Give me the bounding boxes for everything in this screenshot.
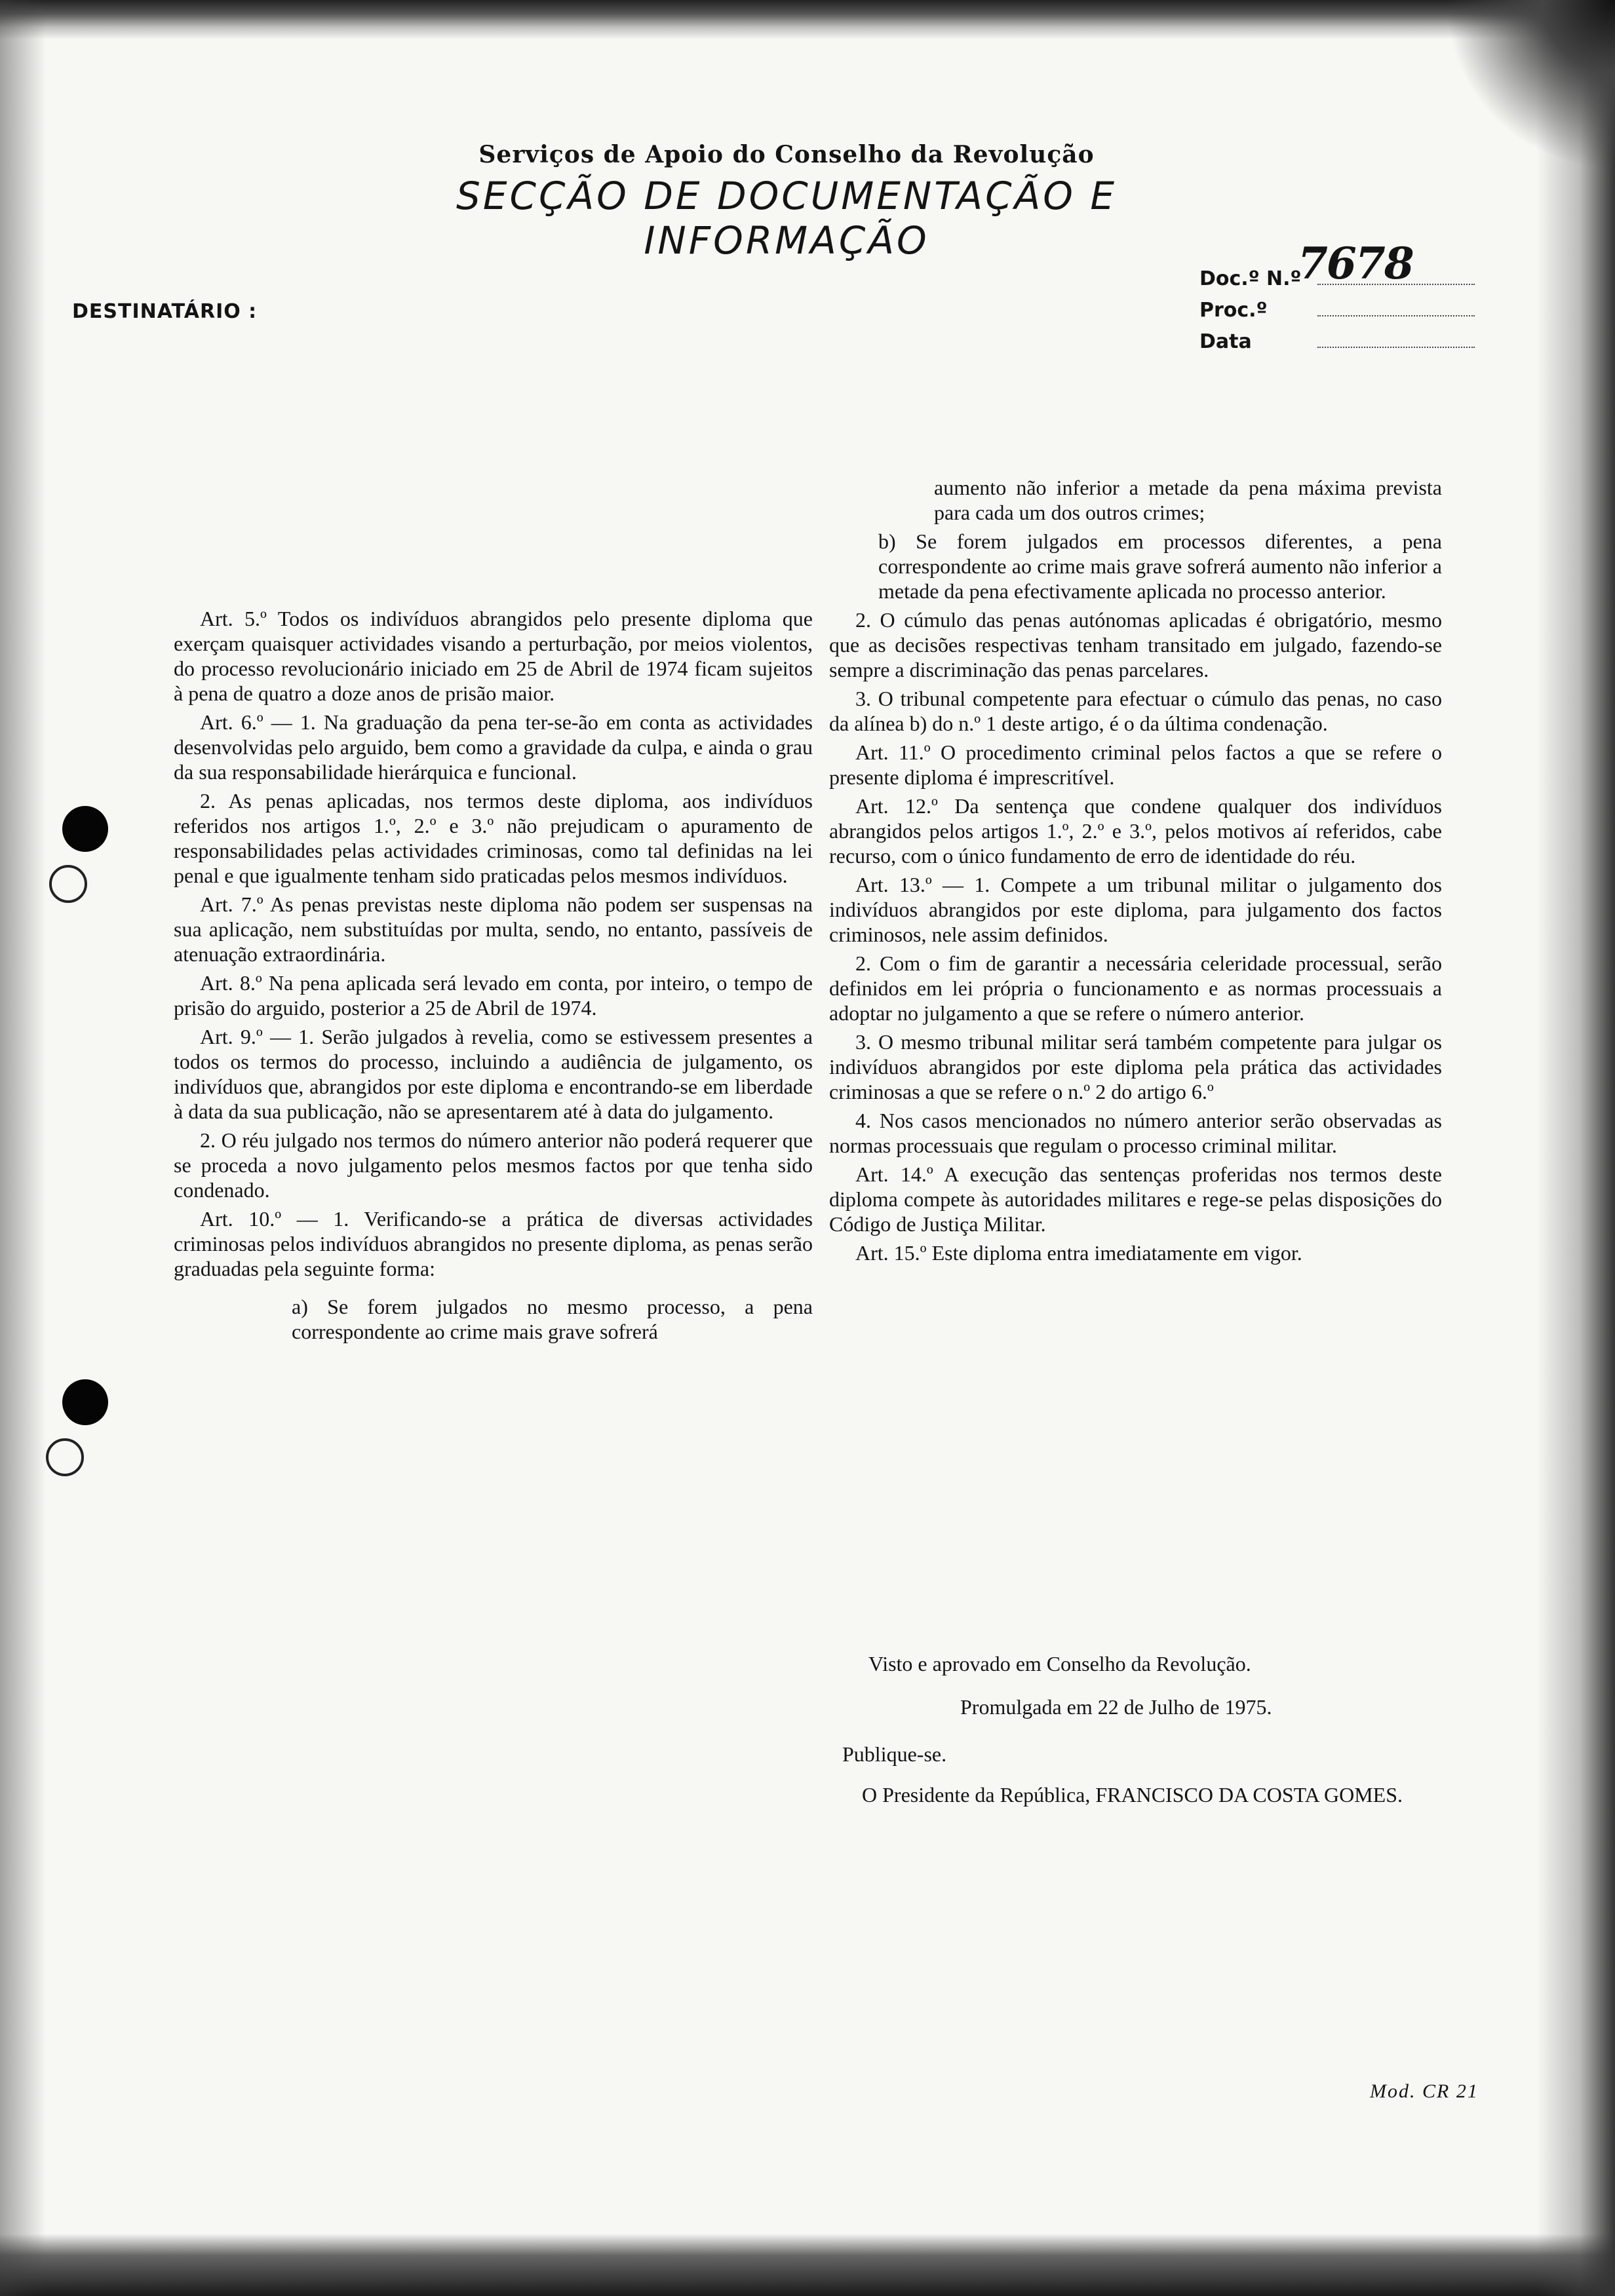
article-8: Art. 8.º Na pena aplicada será levado em conta, por inteiro, o tempo de prisão do arguido, posterior a 25 de Abril de 1974.: [174, 971, 813, 1020]
form-reference: Mod. CR 21: [1370, 2080, 1479, 2102]
meta-proc-row: [1199, 290, 1475, 322]
article-14: Art. 14.º A execução das sentenças proferidas nos termos deste diploma compete às autoridades militares e rege-se pelas disposições do Código de Justiça Militar.: [829, 1162, 1442, 1236]
document-header: [341, 141, 1232, 263]
article-7: Art. 7.º As penas previstas neste diploma não podem ser suspensas na sua aplicação, nem substituídas por multa, sendo, no entanto, passíveis de atenuação extraordinária.: [174, 892, 813, 966]
article-10-1-a: a) Se forem julgados no mesmo processo, a pena correspondente ao crime mais grave sofrerá: [292, 1295, 813, 1343]
article-9-2: 2. O réu julgado nos termos do número anterior não poderá requerer que se proceda a novo julgamento pelos mesmos factos por que tenha sido condenado.: [174, 1128, 813, 1202]
document-meta: [1199, 238, 1475, 353]
article-6-1: Art. 6.º — 1. Na graduação da pena ter-se-ão em conta as actividades desenvolvidas pelo arguido, bem como a gravidade da culpa, e ainda o grau da sua responsabilidade hierárquica e funcional.: [174, 710, 813, 784]
approval-statement: Visto e aprovado em Conselho da Revolução.: [868, 1652, 1251, 1675]
scan-corner-shadow: [1445, 0, 1615, 170]
article-10-1-b: b) Se forem julgados em processos diferentes, a pena correspondente ao crime mais grave sofrerá aumento não inferior a metade da pena efectivamente aplicada no processo anterior.: [878, 529, 1442, 603]
meta-date-line: [1317, 346, 1475, 348]
meta-date-row: [1199, 322, 1475, 353]
article-6-2: 2. As penas aplicadas, nos termos deste diploma, aos indivíduos referidos nos artigos 1.º, 2.º e 3.º não prejudicam o apuramento de responsabilidades pelas actividades criminosas, como tal definidas na lei penal e que igualmente tenham sido praticadas pelos mesmos indivíduos.: [174, 789, 813, 887]
header-section: SECÇÃO DE DOCUMENTAÇÃO E INFORMAÇÃO: [456, 174, 1117, 263]
closing-block: [842, 1651, 1442, 1829]
article-10-1: Art. 10.º — 1. Verificando-se a prática de diversas actividades criminosas pelos indivíduos abrangidos no presente diploma, as penas serão graduadas pela seguinte forma:: [174, 1207, 813, 1280]
article-11: Art. 11.º O procedimento criminal pelos factos a que se refere o presente diploma é imprescritível.: [829, 740, 1442, 789]
article-12: Art. 12.º Da sentença que condene qualquer dos indivíduos abrangidos pelos artigos 1.º, 2.º e 3.º, pelos motivos aí referidos, cabe recurso, com o único fundamento de erro de identidade do réu.: [829, 794, 1442, 868]
scan-edge-bottom: [0, 2234, 1615, 2296]
header-office: Serviços de Apoio do Conselho da Revolução: [478, 141, 1095, 168]
meta-date-label: Data: [1199, 330, 1252, 353]
meta-proc-line: [1317, 315, 1475, 316]
meta-doc-label: Doc.º N.º: [1199, 267, 1302, 290]
punch-hole-ring-top: [49, 865, 87, 903]
article-13-2: 2. Com o fim de garantir a necessária celeridade processual, serão definidos em lei própria o funcionamento e as normas processuais a adoptar no julgamento a que se refere o número anterior.: [829, 951, 1442, 1025]
meta-proc-label: Proc.º: [1199, 299, 1268, 322]
article-10-2: 2. O cúmulo das penas autónomas aplicadas é obrigatório, mesmo que as decisões respectivas tenham transitado em julgado, fazendo-se sempre a discriminação das penas parcelares.: [829, 608, 1442, 681]
publish-order: Publique-se.: [842, 1742, 947, 1766]
meta-doc-value: 7678: [1298, 238, 1413, 289]
article-5: Art. 5.º Todos os indivíduos abrangidos pelo presente diploma que exerçam quaisquer actividades visando a perturbação, por meios violentos, do processo revolucionário iniciado em 25 de Abril de 1974 ficam sujeitos à pena de quatro a doze anos de prisão maior.: [174, 607, 813, 705]
text-column-right: [829, 475, 1442, 1269]
president-signature-line: O Presidente da República, FRANCISCO DA COSTA GOMES.: [862, 1783, 1403, 1807]
article-10-1-a-continued: aumento não inferior a metade da pena máxima prevista para cada um dos outros crimes;: [934, 476, 1442, 524]
scan-edge-left: [0, 0, 46, 2296]
promulgation-date: Promulgada em 22 de Julho de 1975.: [960, 1695, 1272, 1719]
article-13-4: 4. Nos casos mencionados no número anterior serão observadas as normas processuais que regulam o processo criminal militar.: [829, 1109, 1442, 1157]
article-13-3: 3. O mesmo tribunal militar será também competente para julgar os indivíduos abrangidos por este diploma pela prática das actividades criminosas a que se refere o n.º 2 do artigo 6.º: [829, 1030, 1442, 1103]
punch-hole-bottom: [62, 1379, 108, 1425]
article-15: Art. 15.º Este diploma entra imediatamente em vigor.: [855, 1241, 1302, 1265]
scan-edge-right: [1536, 0, 1615, 2296]
text-column-left: [174, 606, 813, 1348]
article-9-1: Art. 9.º — 1. Serão julgados à revelia, como se estivessem presentes a todos os termos do processo, incluindo a audiência de julgamento, os indivíduos que, abrangidos por este diploma e encontrando-se em liberdade à data da sua publicação, não se apresentarem até à data do julgamento.: [174, 1025, 813, 1123]
scan-edge-top: [0, 0, 1615, 39]
recipient-label: DESTINATÁRIO :: [72, 300, 258, 323]
punch-hole-ring-bottom: [46, 1438, 84, 1476]
article-13-1: Art. 13.º — 1. Compete a um tribunal militar o julgamento dos indivíduos abrangidos por este diploma, para julgamento dos factos criminosos, nele assim definidos.: [829, 873, 1442, 946]
meta-doc-row: [1199, 238, 1475, 290]
article-10-3: 3. O tribunal competente para efectuar o cúmulo das penas, no caso da alínea b) do n.º 1 deste artigo, é o da última condenação.: [829, 687, 1442, 735]
punch-hole-top: [62, 806, 108, 852]
